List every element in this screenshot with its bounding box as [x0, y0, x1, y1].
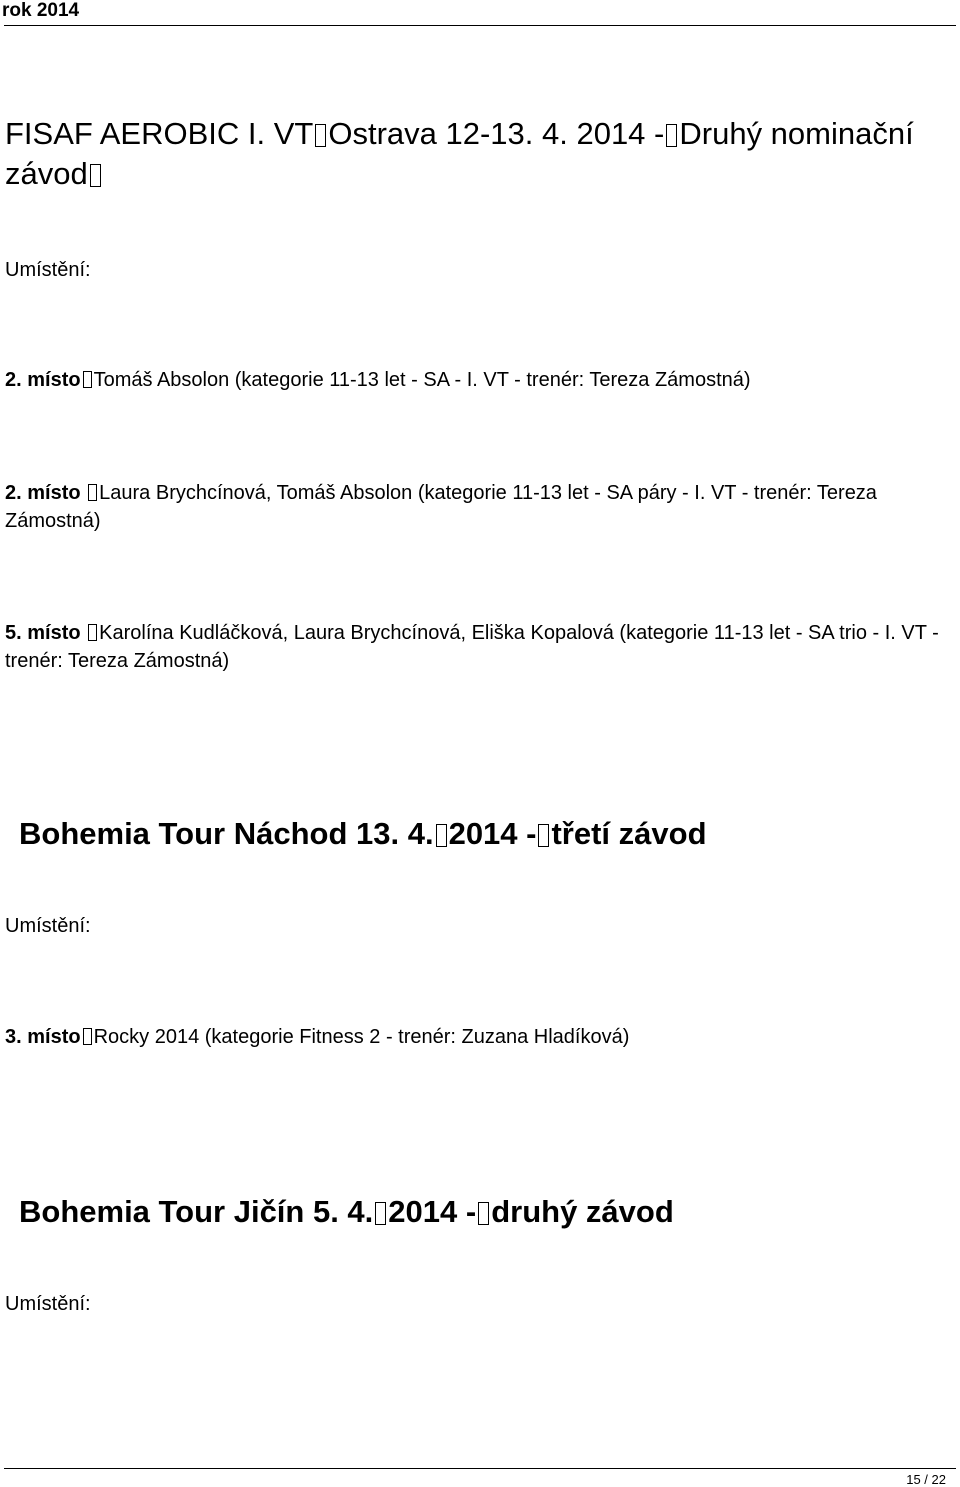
result-text: Laura Brychcínová, Tomáš Absolon (kategorie 11-13 let - SA páry - I. VT - trenér: Tereza Zámostná) [5, 482, 877, 532]
result-place: 2. místo [5, 369, 81, 391]
heading-text-part: Bohemia Tour Jičín 5. 4. [19, 1194, 374, 1229]
result-entry [5, 366, 945, 394]
placement-label: Umístění: [5, 1293, 91, 1315]
header-divider [4, 25, 956, 26]
heading-text-part: Druhý nominační závod [5, 116, 914, 191]
heading-text-part: Ostrava 12-13. 4. 2014 - [328, 116, 665, 151]
footer-divider [4, 1468, 956, 1469]
heading-text-part: druhý závod [491, 1194, 674, 1229]
heading-text-part: Bohemia Tour Náchod 13. 4. [19, 816, 434, 851]
placement-label: Umístění: [5, 259, 91, 281]
section-heading-bohemia-jicin [19, 1192, 674, 1232]
missing-glyph-icon [538, 824, 549, 847]
missing-glyph-icon [90, 164, 101, 187]
result-entry [5, 1023, 945, 1051]
section-heading-fisaf-ostrava [5, 114, 935, 194]
missing-glyph-icon [83, 1028, 92, 1045]
heading-text-part: 2014 - [388, 1194, 477, 1229]
section-heading-bohemia-nachod [19, 814, 707, 854]
missing-glyph-icon [666, 124, 677, 147]
result-text: Karolína Kudláčková, Laura Brychcínová, Eliška Kopalová (kategorie 11-13 let - SA trio - I. VT - trenér: Tereza Zámostná) [5, 622, 939, 672]
missing-glyph-icon [478, 1202, 489, 1225]
missing-glyph-icon [83, 371, 92, 388]
missing-glyph-icon [436, 824, 447, 847]
missing-glyph-icon [88, 484, 97, 501]
heading-text-part: třetí závod [551, 816, 707, 851]
result-entry [5, 619, 945, 675]
heading-text-part: FISAF AEROBIC I. VT [5, 116, 314, 151]
result-entry [5, 479, 945, 535]
missing-glyph-icon [315, 124, 326, 147]
result-text: Tomáš Absolon (kategorie 11-13 let - SA - I. VT - trenér: Tereza Zámostná) [93, 369, 751, 391]
result-place: 2. místo [5, 482, 81, 504]
heading-text-part: 2014 - [448, 816, 537, 851]
placement-label: Umístění: [5, 915, 91, 937]
document-header-title: rok 2014 [2, 0, 80, 21]
page-number: 15 / 22 [906, 1472, 946, 1487]
result-place: 3. místo [5, 1026, 81, 1048]
missing-glyph-icon [88, 624, 97, 641]
missing-glyph-icon [375, 1202, 386, 1225]
result-place: 5. místo [5, 622, 81, 644]
result-text: Rocky 2014 (kategorie Fitness 2 - trenér: Zuzana Hladíková) [93, 1026, 630, 1048]
